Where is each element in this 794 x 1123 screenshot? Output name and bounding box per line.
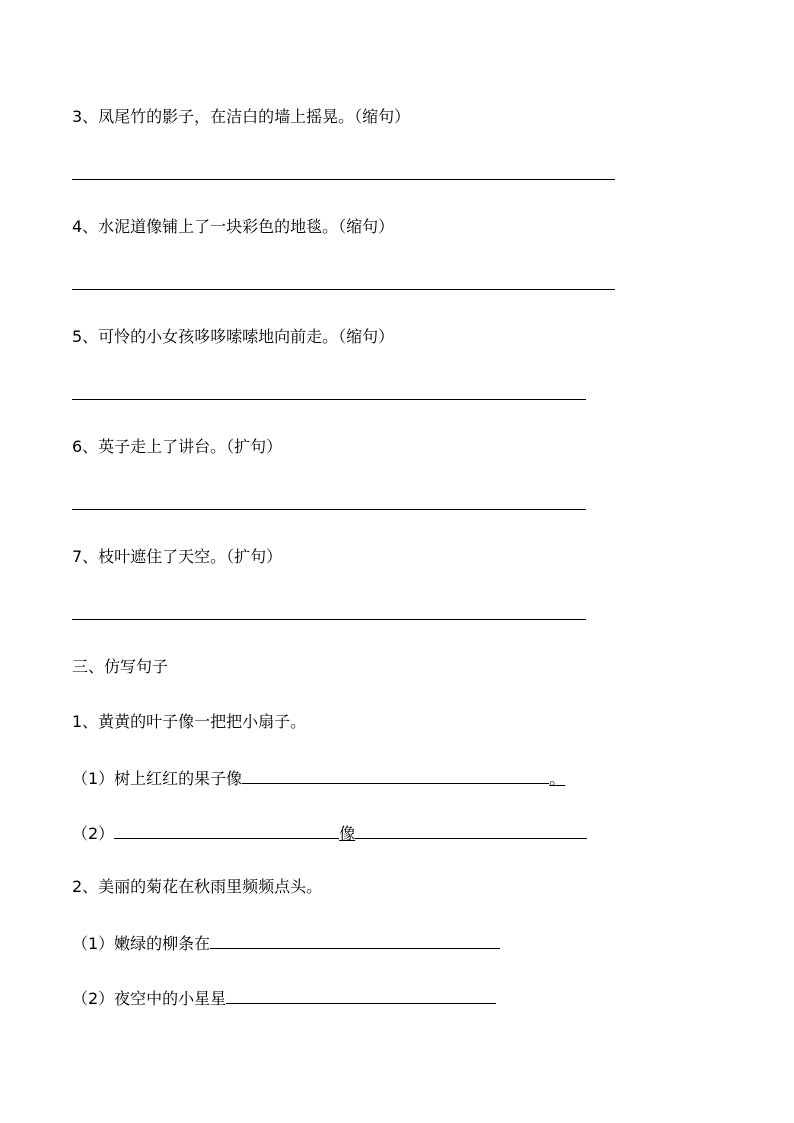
section-3-heading: 三、仿写句子 <box>72 657 169 676</box>
q1-answer-2-label: （2） <box>72 824 115 843</box>
question-3: 3、凤尾竹的影子，在洁白的墙上摇晃。（缩句） <box>72 107 411 126</box>
q1-answer-2-blank-a[interactable] <box>114 822 339 839</box>
answer-line-7[interactable] <box>72 619 586 620</box>
section-3-q2-answer-2 <box>72 987 496 1009</box>
question-7: 7、枝叶遮住了天空。（扩句） <box>72 547 283 566</box>
answer-line-6[interactable] <box>72 509 586 510</box>
answer-line-3[interactable] <box>72 179 615 180</box>
section-3-q1-answer-1 <box>72 767 565 789</box>
q2-answer-1-label: （1）嫩绿的柳条在 <box>72 934 211 953</box>
section-3-q1-answer-2 <box>72 822 587 844</box>
answer-line-5[interactable] <box>72 399 586 400</box>
section-3-question-1: 1、黄黄的叶子像一把把小扇子。 <box>72 712 307 731</box>
section-3-question-2: 2、美丽的菊花在秋雨里频频点头。 <box>72 877 323 896</box>
q2-answer-2-label: （2）夜空中的小星星 <box>72 989 227 1008</box>
section-3-q2-answer-1 <box>72 932 500 954</box>
question-6: 6、英子走上了讲台。（扩句） <box>72 437 283 456</box>
q1-answer-1-label: （1）树上红红的果子像 <box>72 769 243 788</box>
q1-answer-2-mid: 像 <box>339 824 356 843</box>
q2-answer-2-blank[interactable] <box>226 987 496 1004</box>
q1-answer-2-blank-b[interactable] <box>355 822 587 839</box>
answer-line-4[interactable] <box>72 289 615 290</box>
q1-answer-1-end: 。 <box>549 769 566 788</box>
q2-answer-1-blank[interactable] <box>210 932 500 949</box>
question-4: 4、水泥道像铺上了一块彩色的地毯。（缩句） <box>72 217 395 236</box>
question-5: 5、可怜的小女孩哆哆嗦嗦地向前走。（缩句） <box>72 327 395 346</box>
q1-answer-1-blank[interactable] <box>242 767 549 784</box>
